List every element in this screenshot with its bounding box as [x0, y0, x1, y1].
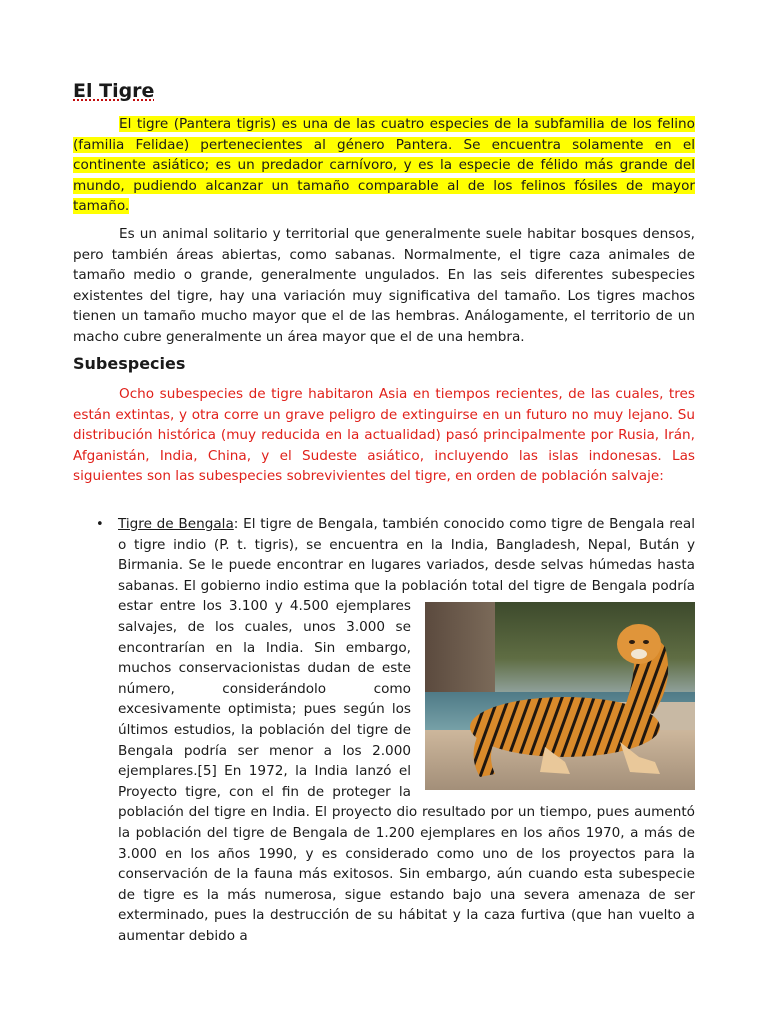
highlighted-intro-text: El tigre (Pantera tigris) es una de las cuatro especies de la subfamilia de los felino (familia Felidae) pertenecientes al género Pantera. Se encuentra solamente en el continente asiático; es un predador carnívoro, y es la especie de félido más grande del mundo, pudiendo alcanzar un tamaño comparable al de los felinos fósiles de mayor tamaño. — [73, 116, 695, 215]
bengal-text-intro: El tigre de Bengala, también conocido como tigre de Bengala real o tigre indio (P. t. tigris), se encuentra en la India, Bangladesh, Nepal, Bután y Birmania. Se le puede encontrar en lugares variados, desde selvas húmedas hasta sabanas. El gobierno indio estima que la población total del tigre — [118, 516, 695, 594]
description-paragraph: Es un animal solitario y territorial que generalmente suele habitar bosques densos, pero también áreas abiertas, como sabanas. Normalmente, el tigre caza animales de tamaño medio o grande, generalmente ungulados. En las seis diferentes subespecies existentes del tigre, hay una variación muy significativa del tamaño. Los tigres machos tienen un tamaño mucho mayor que el de las hembras. Análogamente, el territorio de un macho cubre generalmente un área mayor que el de una hembra. — [73, 226, 695, 345]
bullet-marker: • — [96, 517, 104, 532]
intro-paragraph — [73, 114, 695, 217]
bengal-tiger-label: Tigre de Bengala — [118, 516, 234, 532]
list-item-bengal-tiger — [118, 514, 695, 946]
tiger-photo — [425, 602, 695, 790]
section-heading-subespecies: Subespecies — [73, 354, 186, 373]
subspecies-intro-paragraph: Ocho subespecies de tigre habitaron Asia en tiempos recientes, de las cuales, tres están extintas, y otra corre un grave peligro de extinguirse en un futuro no muy lejano. Su distribución histórica (muy reducida en la actualidad) pasó principalmente por Rusia, Irán, Afganistán, India, China, y el Sudeste asiático, incluyendo las islas indonesas. Las siguientes son las subespecies sobrevivientes del tigre, en orden de población salvaje: — [73, 386, 695, 485]
bengal-text-continued: de Bengala podría estar entre los 3.100 y 4.500 ejemplares salvajes, de los cuales, unos 3.000 se encontrarían en la India. Sin embargo, muchos conservacionistas dudan de este número, considerándolo como excesivamente optimista; pues según los últimos estudios, la población del tigre de Bengala podría ser menor a los 2.000 ejemplares.[5] En 1972, la India lanzó el Proyecto tigre, con el fin de proteger la población del tigre en India. El proyecto dio resultado por un tiempo, pues aumentó la población del tigre de Bengala de 1.200 ejemplares en los años 1970, a más de 3.000 en los años 1990, y es considerado como uno de los proyectos para la conservación de la fauna más exitosos. Sin embargo, aún cuando esta subespecie de tigre es la más numerosa, sigue estando bajo una severa amenaza de ser exterminado, pues la destrucción de su hábitat y la caza furtiva (que han vuelto a aumentar debido a — [118, 577, 696, 944]
label-colon: : — [233, 516, 239, 532]
page-title: El Tigre — [73, 80, 155, 102]
